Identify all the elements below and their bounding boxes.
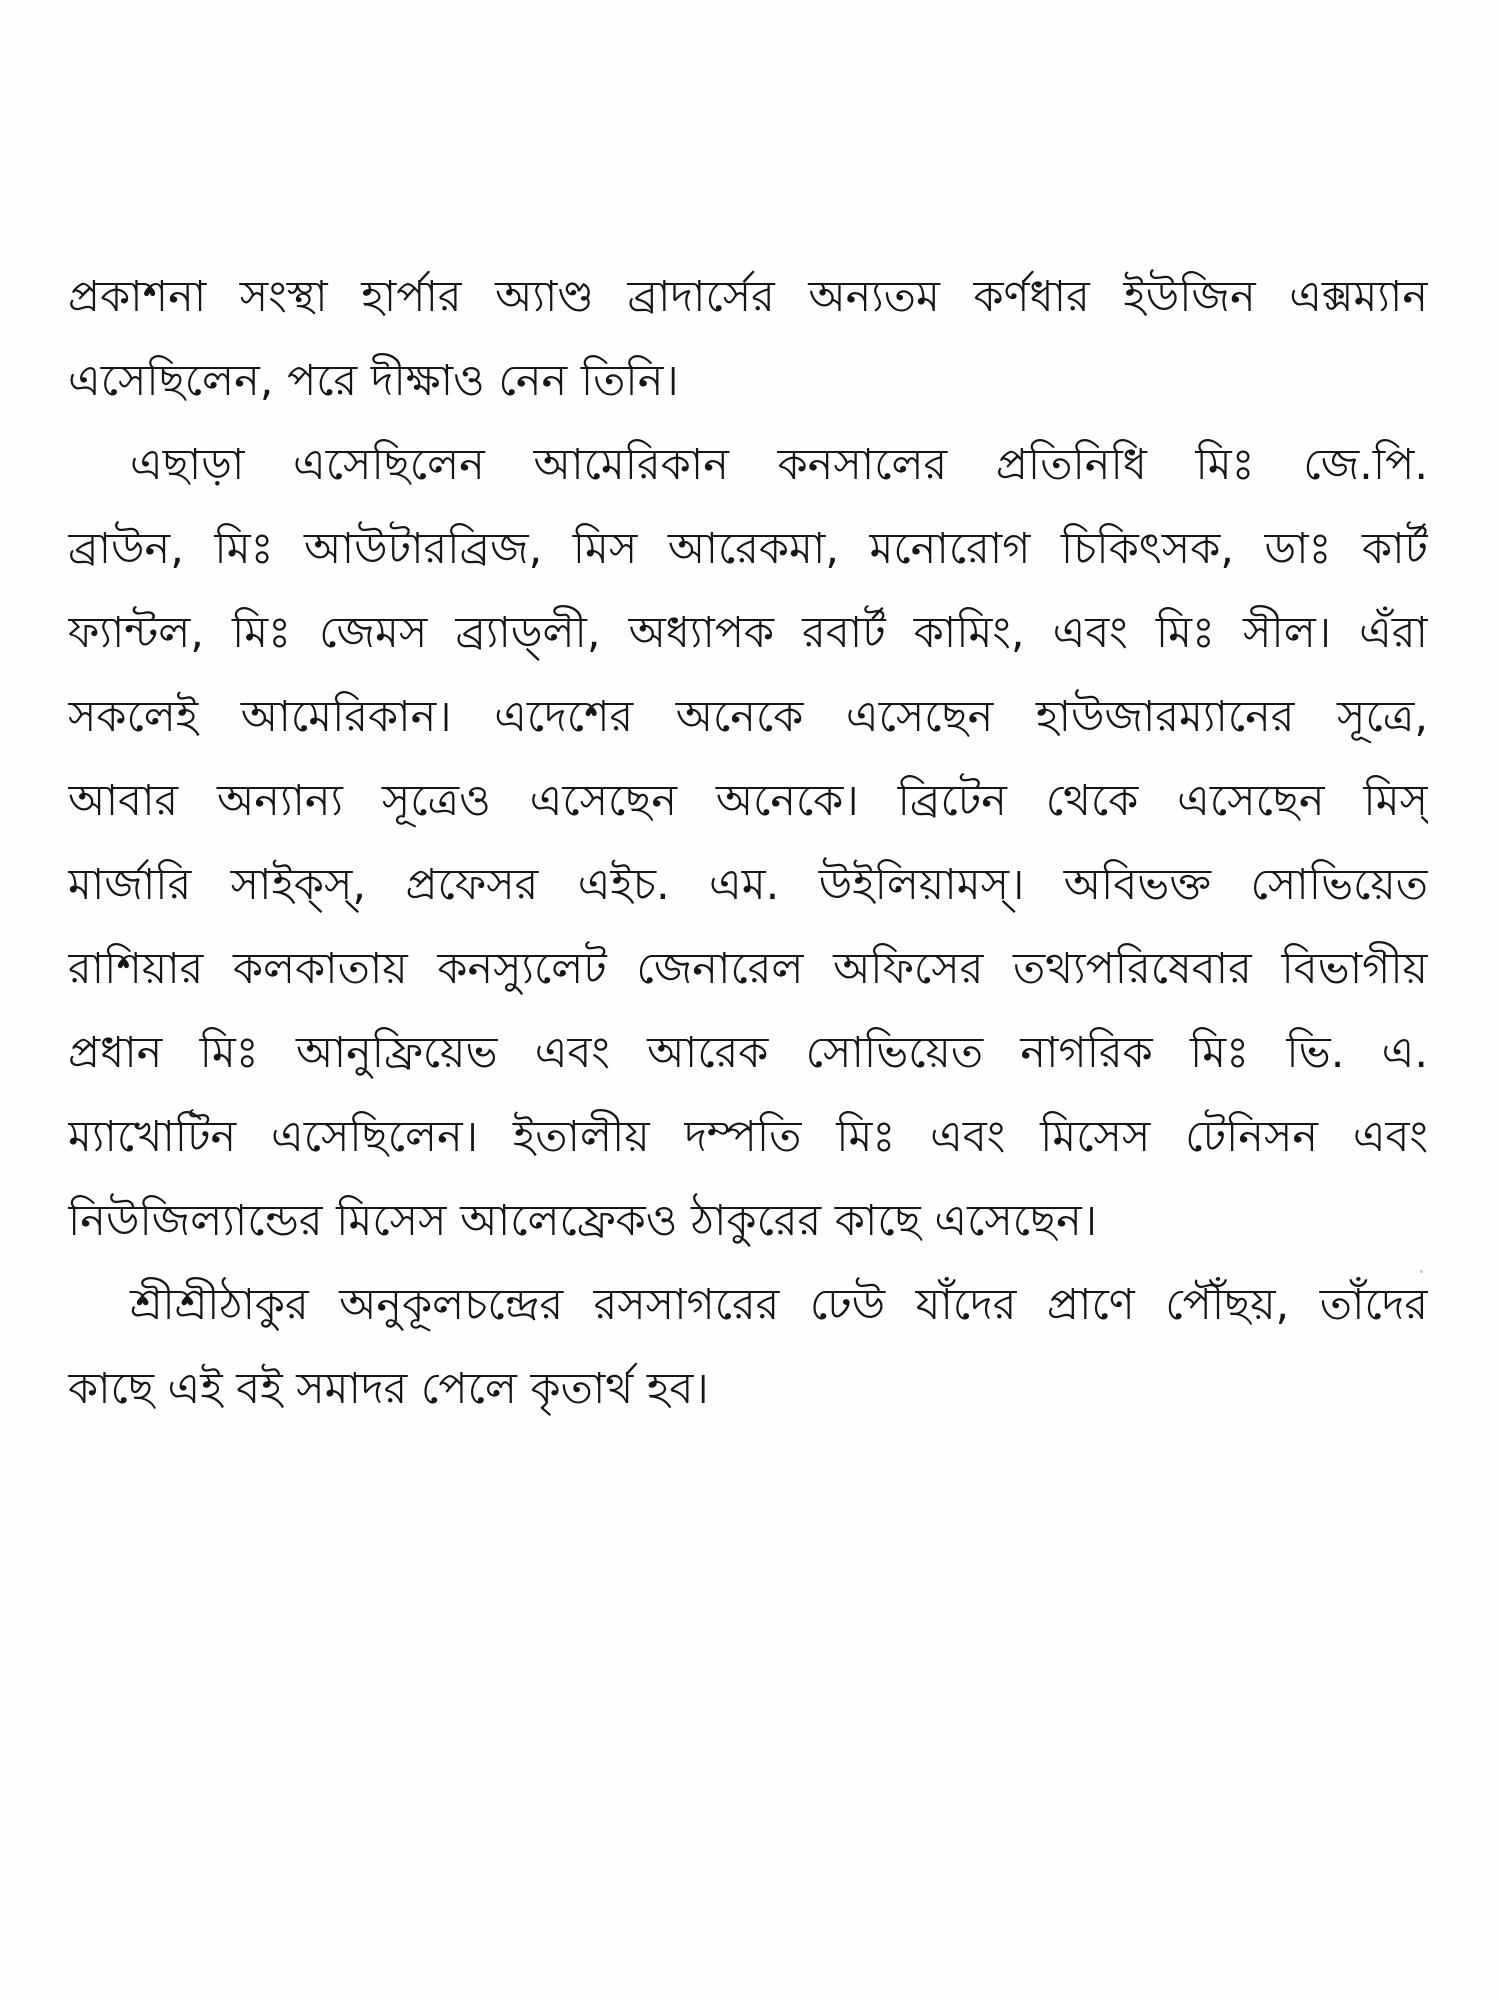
paragraph-2-line-10: নিউজিল্যান্ডের মিসেস আলেফ্রেকও ঠাকুরের কাছে এসেছেন। [68,1196,1098,1246]
paragraph-2-line-8: প্রধান মিঃ আনুফ্রিয়েভ এবং আরেক সোভিয়েত নাগরিক মিঃ ভি. এ. [68,1028,1428,1078]
paragraph-2-line-3: ফ্যান্টল, মিঃ জেমস ব্র্যাড্লী, অধ্যাপক রবার্ট কামিং, এবং মিঃ সীল। এঁরা [68,608,1428,658]
paragraph-2-line-4: সকলেই আমেরিকান। এদেশের অনেকে এসেছেন হাউজারম্যানের সূত্রে, [68,692,1428,742]
paragraph-2-line-2: ব্রাউন, মিঃ আউটারব্রিজ, মিস আরেকমা, মনোরোগ চিকিৎসক, ডাঃ কার্ট [68,524,1428,574]
paragraph-2-line-1: এছাড়া এসেছিলেন আমেরিকান কনসালের প্রতিনিধি মিঃ জে.পি. [130,440,1428,490]
paragraph-3-line-2: কাছে এই বই সমাদর পেলে কৃতার্থ হব। [68,1364,709,1414]
paper-speck [1420,1270,1423,1273]
paragraph-2-line-6: মার্জারি সাইক্স্, প্রফেসর এইচ. এম. উইলিয়ামস্। অবিভক্ত সোভিয়েত [68,860,1428,910]
paragraph-2-line-9: ম্যাখোটিন এসেছিলেন। ইতালীয় দম্পতি মিঃ এবং মিসেস টেনিসন এবং [68,1112,1428,1162]
body-text [68,255,1428,1431]
paragraph-2-line-5: আবার অন্যান্য সূত্রেও এসেছেন অনেকে। ব্রিটেন থেকে এসেছেন মিস্ [68,776,1428,826]
paragraph-3-line-1: শ্রীশ্রীঠাকুর অনুকূলচন্দ্রের রসসাগরের ঢেউ যাঁদের প্রাণে পৌঁছয়, তাঁদের [130,1280,1428,1330]
paragraph-2-line-7: রাশিয়ার কলকাতায় কনস্যুলেট জেনারেল অফিসের তথ্যপরিষেবার বিভাগীয় [68,944,1428,994]
paragraph-1-line-2: এসেছিলেন, পরে দীক্ষাও নেন তিনি। [68,356,679,406]
paragraph-1-line-1: প্রকাশনা সংস্থা হার্পার অ্যাণ্ড ব্রাদার্সের অন্যতম কর্ণধার ইউজিন এক্সম্যান [68,272,1428,322]
